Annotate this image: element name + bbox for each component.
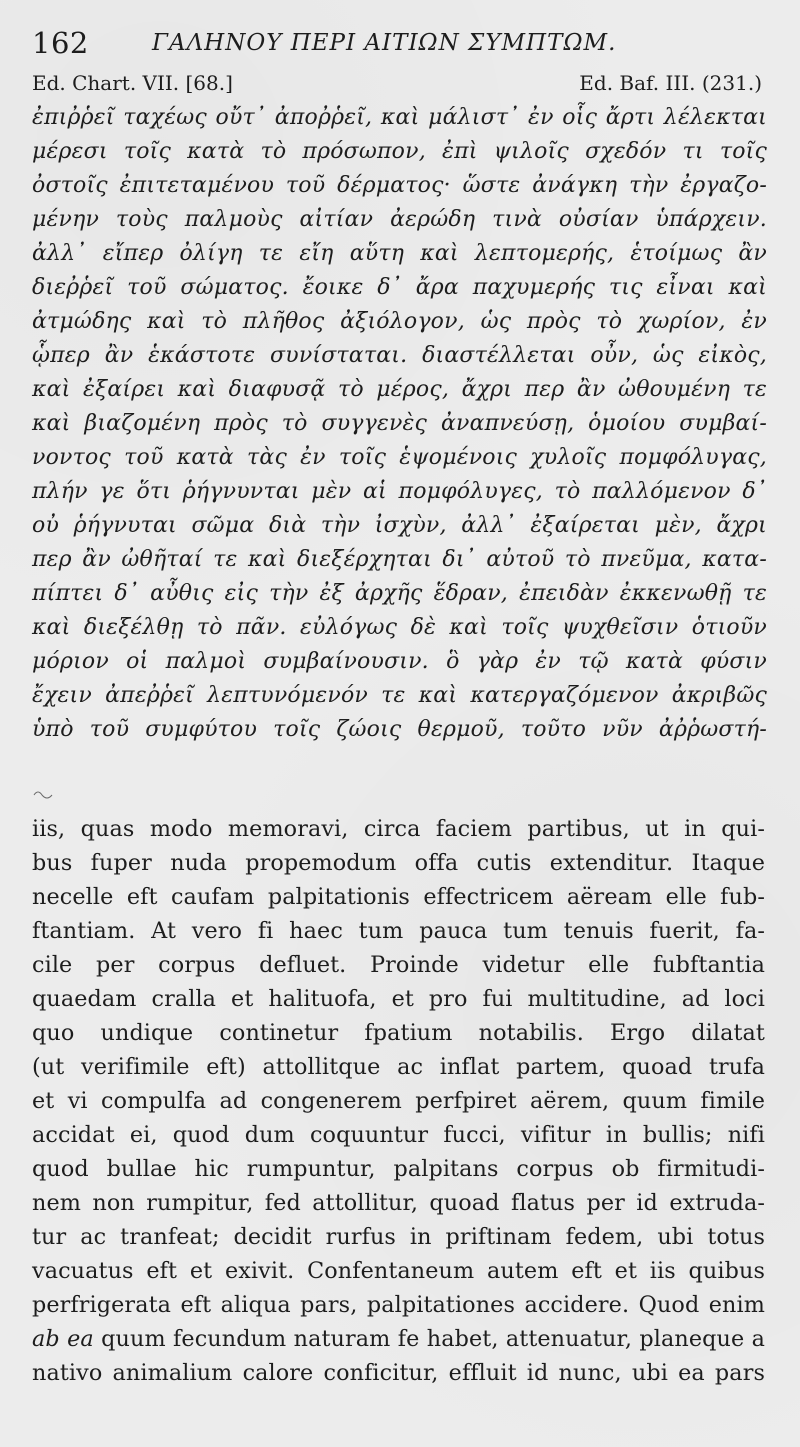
latin-text-line: tur ac tranfeat; decidit rurfus in priftinam fedem, ubi totus (32, 1224, 765, 1250)
greek-text-line: νοντος τοῦ κατὰ τὰς ἐν τοῖς ἑψομένοις χυλοῖς πομφόλυγας, (32, 445, 767, 470)
greek-text-line: μόριον οἱ παλμοὶ συμβαίνουσιν. ὃ γὰρ ἐν τῷ κατὰ φύσιν (32, 649, 767, 674)
greek-text-line: οὐ ῥήγνυται σῶμα διὰ τὴν ἰσχὺν, ἀλλ᾽ ἐξαίρεται μὲν, ἄχρι (32, 513, 767, 538)
latin-text-line: ab ea quum fecundum naturam fe habet, attenuatur, planeque a (32, 1326, 765, 1352)
greek-text-line: πλήν γε ὅτι ῥήγνυνται μὲν αἱ πομφόλυγες, τὸ παλλόμενον δ᾽ (32, 479, 767, 504)
greek-text-line: καὶ διεξέλθῃ τὸ πᾶν. εὐλόγως δὲ καὶ τοῖς ψυχθεῖσιν ὁτιοῦν (32, 615, 767, 640)
greek-text-line: διεῤῥεῖ τοῦ σώματος. ἔοικε δ᾽ ἄρα παχυμερής τις εἶναι καὶ (32, 275, 767, 300)
greek-text-line: ἀλλ᾽ εἴπερ ὀλίγη τε εἴη αὕτη καὶ λεπτομερής, ἑτοίμως ἂν (32, 241, 767, 266)
latin-text-line: quaedam cralla et halituofa, et pro fui multitudine, ad loci (32, 986, 765, 1012)
latin-text-line: ftantiam. At vero fi haec tum pauca tum tenuis fuerit, fa- (32, 918, 765, 944)
latin-text-line: iis, quas modo memoravi, circa faciem partibus, ut in qui- (32, 816, 765, 842)
latin-text-line: cile per corpus defluet. Proinde videtur elle fubftantia (32, 952, 765, 978)
greek-text-line: ὑπὸ τοῦ συμφύτου τοῖς ζώοις θερμοῦ, τοῦτο νῦν ἀῤῥωστή- (32, 717, 767, 742)
latin-text-line: quod bullae hic rumpuntur, palpitans corpus ob firmitudi- (32, 1156, 765, 1182)
latin-text-line: nativo animalium calore conficitur, effluit id nunc, ubi ea pars (32, 1360, 765, 1386)
greek-text-line: μέρεσι τοῖς κατὰ τὸ πρόσωπον, ἐπὶ ψιλοῖς σχεδόν τι τοῖς (32, 139, 767, 164)
latin-text-line: vacuatus eft et exivit. Confentaneum autem eft et iis quibus (32, 1258, 765, 1284)
greek-text-line: ὀστοῖς ἐπιτεταμένου τοῦ δέρματος· ὥστε ἀνάγκη τὴν ἐργαζο- (32, 173, 767, 198)
edition-references (32, 69, 762, 97)
section-separator (32, 785, 132, 803)
greek-text-line: μένην τοὺς παλμοὺς αἰτίαν ἀερώδη τινὰ οὐσίαν ὑπάρχειν. (32, 207, 767, 232)
greek-text-line: ᾧπερ ἂν ἑκάστοτε συνίσταται. διαστέλλεται οὖν, ὡς εἰκὸς, (32, 343, 767, 368)
greek-text-line: ἐπιῤῥεῖ ταχέως οὔτ᾽ ἀποῤῥεῖ, καὶ μάλιστ᾽ ἐν οἷς ἄρτι λέλεκται (32, 105, 767, 130)
latin-text-line: necelle eft caufam palpitationis effectricem aëream elle fub- (32, 884, 765, 910)
latin-text-line: et vi compulfa ad congenerem perfpiret aërem, quum fimile (32, 1088, 765, 1114)
greek-text-line: ἔχειν ἀπεῤῥεῖ λεπτυνόμενόν τε καὶ κατεργαζόμενον ἀκριβῶς (32, 683, 767, 708)
greek-text-line: περ ἂν ὠθῆταί τε καὶ διεξέρχηται δι᾽ αὐτοῦ τὸ πνεῦμα, κατα- (32, 547, 767, 572)
latin-text-line: (ut verifimile eft) attollitque ac inflat partem, quoad trufa (32, 1054, 765, 1080)
running-title: ΓΑΛΗΝΟΥ ΠΕΡΙ ΑΙΤΙΩΝ ΣΥΜΠΤΩΜ. (152, 30, 617, 56)
greek-text-line: καὶ βιαζομένη πρὸς τὸ συγγενὲς ἀναπνεύσῃ, ὁμοίου συμβαί- (32, 411, 767, 436)
latin-text-line: quo undique continetur fpatium notabilis. Ergo dilatat (32, 1020, 765, 1046)
edition-reference-left: Ed. Chart. VII. [68.] (32, 71, 233, 95)
latin-text-line: bus fuper nuda propemodum offa cutis extenditur. Itaque (32, 850, 765, 876)
latin-text-line: nem non rumpitur, fed attollitur, quoad flatus per id extruda- (32, 1190, 765, 1216)
greek-text-line: πίπτει δ᾽ αὖθις εἰς τὴν ἐξ ἀρχῆς ἕδραν, ἐπειδὰν ἐκκενωθῇ τε (32, 581, 767, 606)
greek-text-line: καὶ ἐξαίρει καὶ διαφυσᾷ τὸ μέρος, ἄχρι περ ἂν ὠθουμένη τε (32, 377, 767, 402)
latin-text-block (32, 812, 765, 1390)
edition-reference-right: Ed. Baf. III. (231.) (579, 71, 762, 95)
latin-text-line: perfrigerata eft aliqua pars, palpitationes accidere. Quod enim (32, 1292, 765, 1318)
page-number: 162 (32, 26, 89, 60)
page-header (32, 26, 760, 60)
greek-text-block (32, 101, 767, 747)
latin-text-line: accidat ei, quod dum coquuntur fucci, vifitur in bullis; nifi (32, 1122, 765, 1148)
greek-text-line: ἀτμώδης καὶ τὸ πλῆθος ἀξιόλογον, ὡς πρὸς τὸ χωρίον, ἐν (32, 309, 767, 334)
